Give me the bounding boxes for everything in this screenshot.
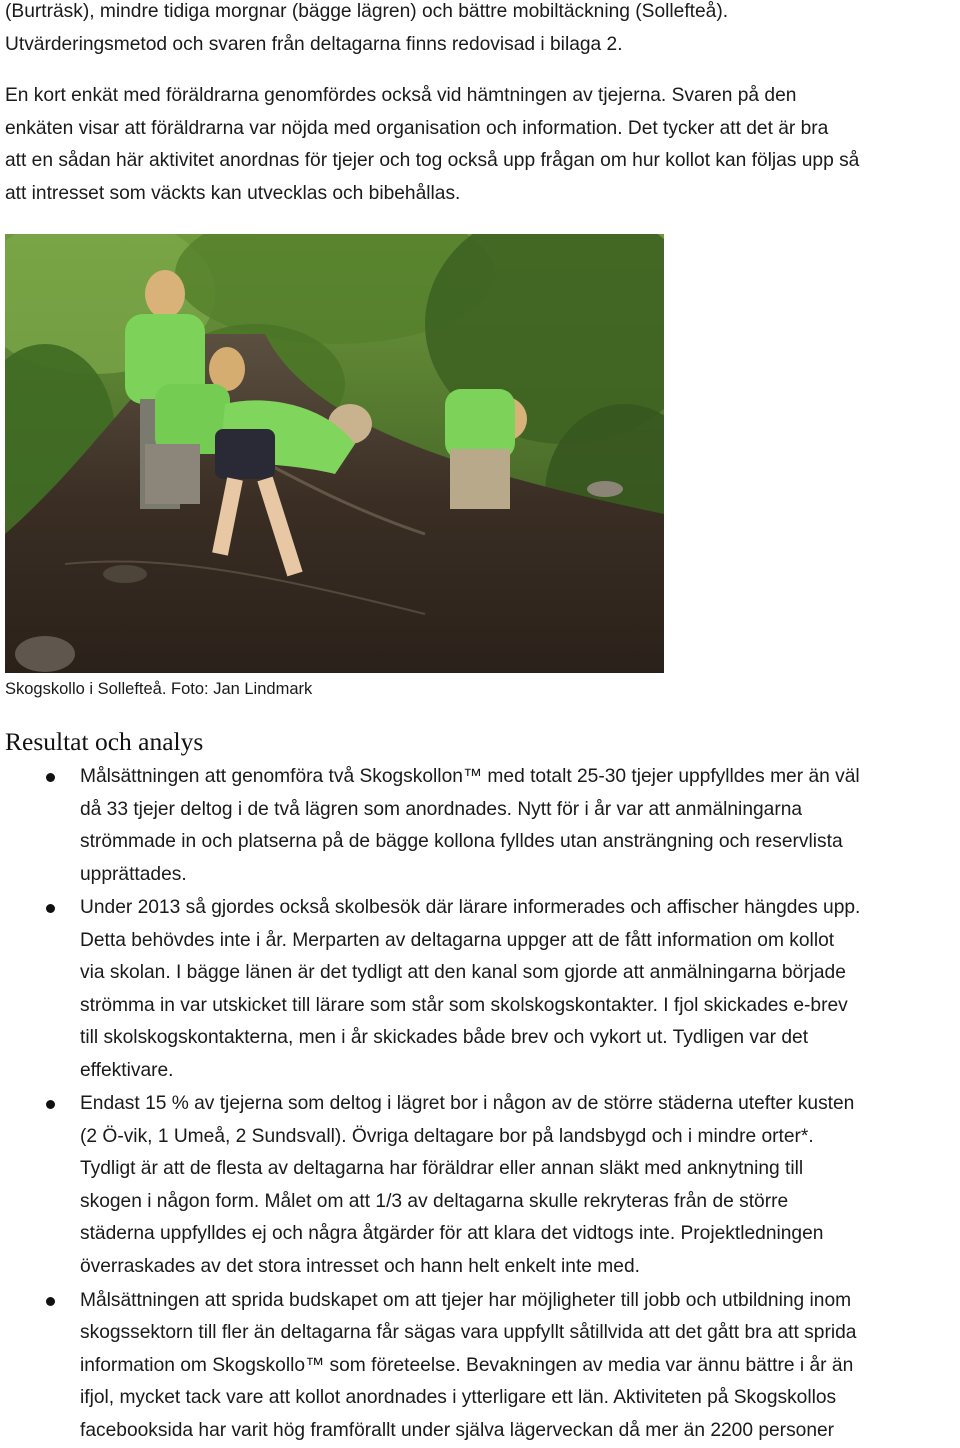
text-line: Endast 15 % av tjejerna som deltog i lägret bor i någon av de större städerna utefter kusten <box>80 1093 855 1115</box>
text-line: städerna uppfylldes ej och några åtgärder för att klara det vidtogs inte. Projektledningen <box>80 1223 824 1245</box>
text-line: effektivare. <box>80 1059 174 1081</box>
text-line: ifjol, mycket tack vare att kollot anordnades i ytterligare ett län. Aktiviteten på Skogskollos <box>80 1387 837 1409</box>
text-line: strömma in var utskicket till lärare som står som skolskogskontakter. I fjol skickades e-brev <box>80 994 848 1016</box>
bullet-icon <box>46 773 55 782</box>
text-line: skogssektorn till fler än deltagarna får sägas vara uppfyllt såtillvida att det gått bra att sprida <box>80 1322 857 1344</box>
text-line: Målsättningen att genomföra två Skogskollon™ med totalt 25-30 tjejer uppfylldes mer än väl <box>80 766 860 787</box>
section-heading: Resultat och analys <box>5 727 204 756</box>
text-line: facebooksida har varit hög framförallt under själva lägerveckan då mer än 2200 personer <box>80 1419 835 1441</box>
list-item <box>0 1285 960 1448</box>
text-line: Utvärderingsmetod och svaren från deltagarna finns redovisad i bilaga 2. <box>5 33 623 55</box>
text-line: (Burträsk), mindre tidiga morgnar (bägge lägren) och bättre mobiltäckning (Sollefteå). <box>5 1 729 22</box>
text-line: till skolskogskontakterna, men i år skickades både brev och vykort ut. Tydligen var det <box>80 1027 809 1049</box>
text-line: Under 2013 så gjordes också skolbesök där lärare informerades och affischer hängdes upp. <box>80 897 861 919</box>
intro-paragraph <box>5 0 955 61</box>
text-line: strömmade in och platserna på de bägge kollona fylldes utan ansträngning och reservlista <box>80 831 843 852</box>
photo-caption: Skogskollo i Sollefteå. Foto: Jan Lindmark <box>5 680 313 698</box>
text-line: enkäten visar att föräldrarna var nöjda med organisation och information. Det tycker att det är bra <box>5 117 829 139</box>
bullet-icon <box>46 1297 55 1306</box>
text-line: information om Skogskollo™ som företeelse. Bevakningen av media var ännu bättre i år än <box>80 1354 854 1376</box>
text-line: att intresset som väckts kan utvecklas och bibehållas. <box>5 182 461 204</box>
text-line: Detta behövdes inte i år. Merparten av deltagarna uppger att de fått information om kollot <box>80 929 835 951</box>
text-line: att en sådan här aktivitet anordnas för tjejer och tog också upp frågan om hur kollot kan följas upp så <box>5 150 860 171</box>
text-line: Målsättningen att sprida budskapet om att tjejer har möjligheter till jobb och utbildning inom <box>80 1289 852 1311</box>
forest-stream-photo <box>5 234 664 673</box>
survey-paragraph <box>5 80 955 210</box>
bullet-icon <box>46 904 55 913</box>
text-line: överraskades av det stora intresset och hann helt enkelt inte med. <box>80 1255 640 1277</box>
text-line: En kort enkät med föräldrarna genomfördes också vid hämtningen av tjejerna. Svaren på den <box>5 85 797 106</box>
text-line: skogen i någon form. Målet om att 1/3 av deltagarna skulle rekryteras från de större <box>80 1190 789 1212</box>
list-item <box>0 1088 960 1283</box>
bullet-icon <box>46 1100 55 1109</box>
photo-illustration <box>5 234 664 673</box>
text-line: upprättades. <box>80 863 187 885</box>
text-line: Tydligt är att de flesta av deltagarna har föräldrar eller annan släkt med anknytning till <box>80 1158 804 1180</box>
text-line: via skolan. I bägge länen är det tydligt att den kanal som gjorde att anmälningarna började <box>80 962 846 984</box>
results-list <box>0 761 960 1448</box>
list-item <box>0 761 960 891</box>
text-line: (2 Ö-vik, 1 Umeå, 2 Sundsvall). Övriga deltagare bor på landsbygd och i mindre orter*. <box>80 1125 814 1147</box>
text-line: då 33 tjejer deltog i de två lägren som anordnades. Nytt för i år var att anmälningarna <box>80 798 803 820</box>
list-item <box>0 892 960 1087</box>
